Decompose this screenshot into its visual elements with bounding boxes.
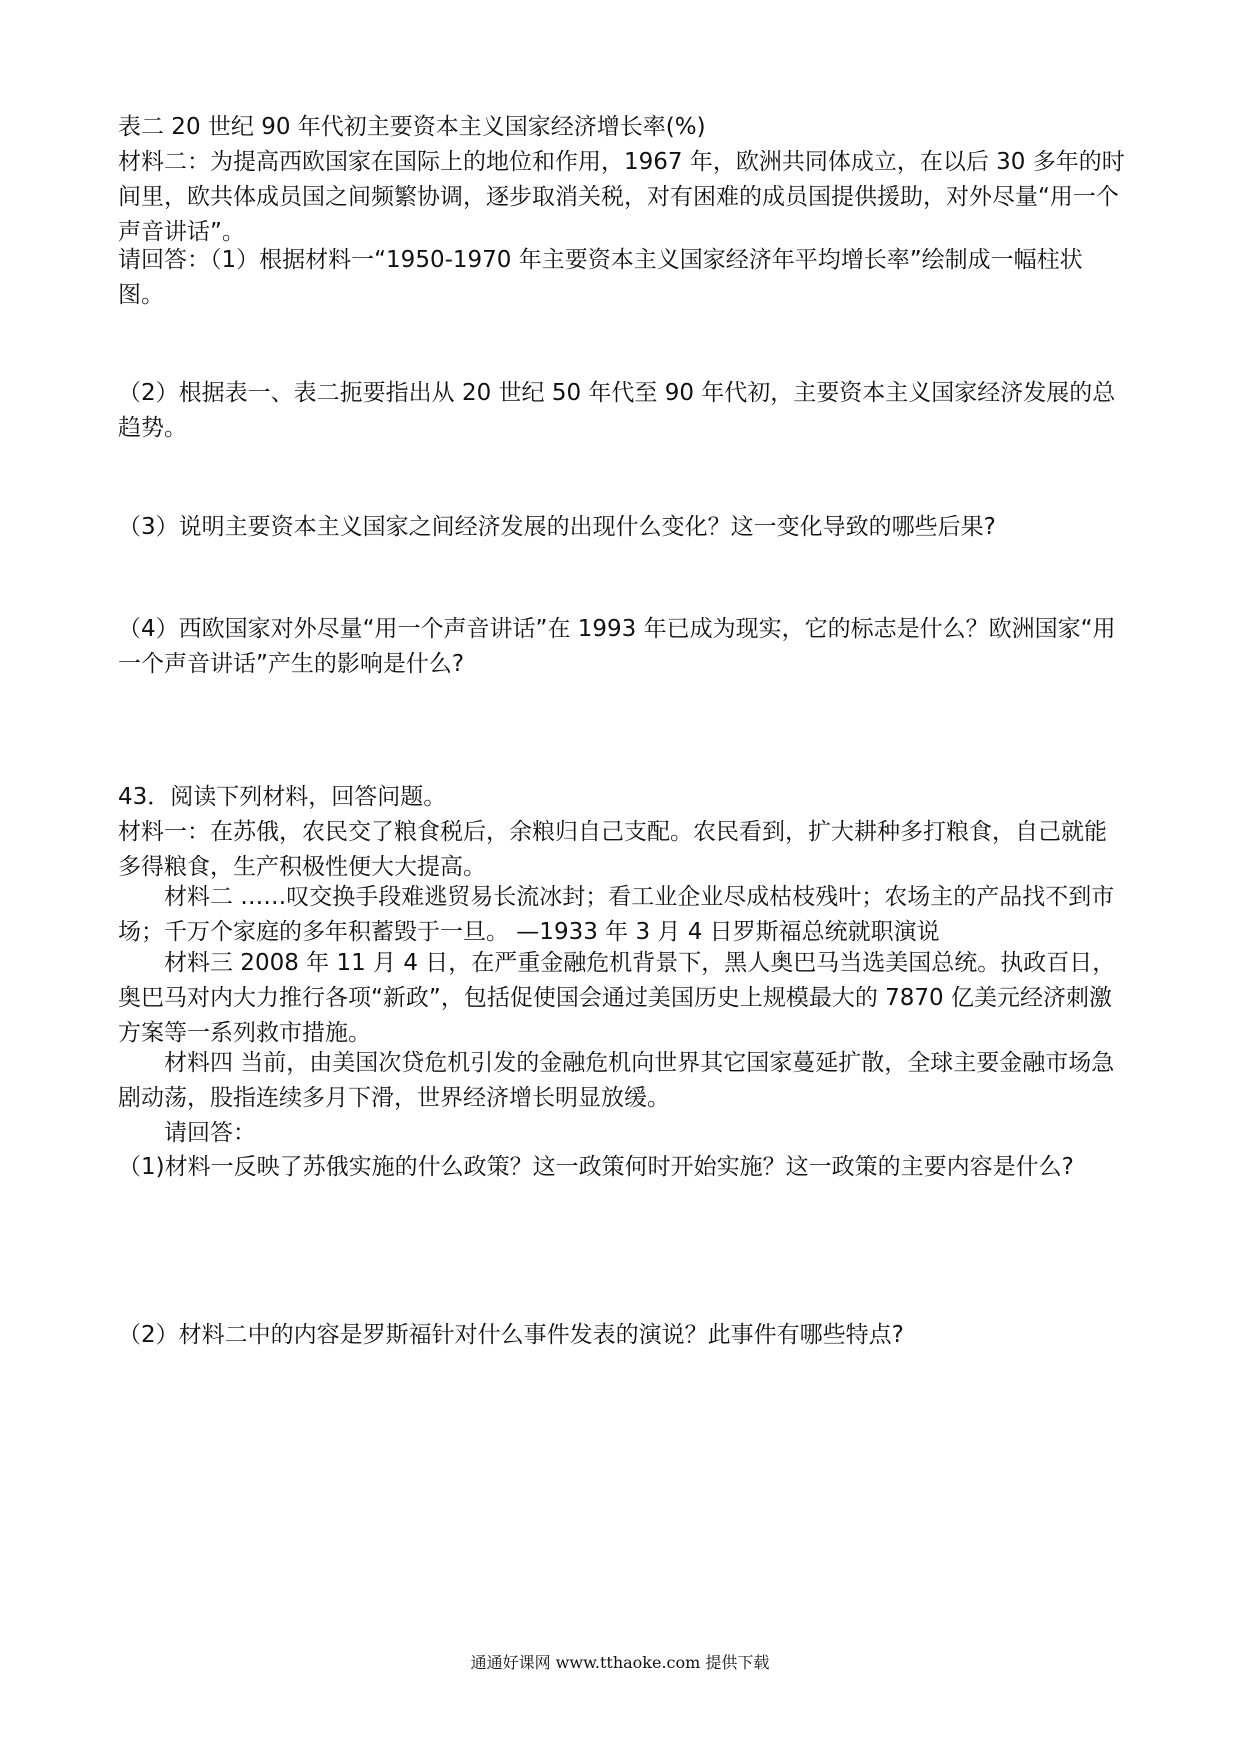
table-caption: 表二 20 世纪 90 年代初主要资本主义国家经济增长率(%) [118, 114, 706, 140]
section-heading-43: 43．阅读下列材料，回答问题。 [118, 784, 447, 810]
material-4-paragraph: 材料四 当前，由美国次贷危机引发的金融危机向世界其它国家蔓延扩散，全球主要金融市场急剧动荡，股指连续多月下滑，世界经济增长明显放缓。 [118, 1050, 1115, 1111]
material-1-paragraph: 材料一：在苏俄，农民交了粮食税后，余粮归自己支配。农民看到，扩大耕种多打粮食，自己就能多得粮食，生产积极性便大大提高。 [118, 819, 1107, 880]
footer-source: 通通好课网 www.tthaoke.com 提供下载 [470, 1653, 770, 1672]
question-1: 请回答：（1）根据材料一“1950-1970 年主要资本主义国家经济年平均增长率”绘制成一幅柱状图。 [118, 247, 1083, 308]
question-43-2: （2）材料二中的内容是罗斯福针对什么事件发表的演说？此事件有哪些特点? [118, 1322, 904, 1348]
answer-prompt: 请回答： [164, 1120, 256, 1146]
question-2: （2）根据表一、表二扼要指出从 20 世纪 50 年代至 90 年代初，主要资本主义国家经济发展的总趋势。 [118, 380, 1116, 441]
question-43-1: （1)材料一反映了苏俄实施的什么政策？这一政策何时开始实施？这一政策的主要内容是什么? [118, 1154, 1074, 1180]
material-2-quote: 材料二 ……叹交换手段难逃贸易长流冰封；看工业企业尽成枯枝残叶；农场主的产品找不到市场；千万个家庭的多年积蓄毁于一旦。 —1933 年 3 月 4 日罗斯福总统就职演说 [118, 884, 1115, 945]
question-4: （4）西欧国家对外尽量“用一个声音讲话”在 1993 年已成为现实，它的标志是什么？欧洲国家“用一个声音讲话”产生的影响是什么? [118, 616, 1116, 677]
material-2-paragraph: 材料二：为提高西欧国家在国际上的地位和作用，1967 年，欧洲共同体成立，在以后 30 多年的时间里，欧共体成员国之间频繁协调，逐步取消关税，对有困难的成员国提供援助，对外尽量“用一个声音讲话”。 [118, 149, 1125, 245]
material-3-paragraph: 材料三 2008 年 11 月 4 日，在严重金融危机背景下，黑人奥巴马当选美国总统。执政百日，奥巴马对内大力推行各项“新政”，包括促使国会通过美国历史上规模最大的 7870 亿美元经济刺激方案等一系列救市措施。 [118, 950, 1116, 1046]
question-3: （3）说明主要资本主义国家之间经济发展的出现什么变化？这一变化导致的哪些后果? [118, 514, 996, 540]
